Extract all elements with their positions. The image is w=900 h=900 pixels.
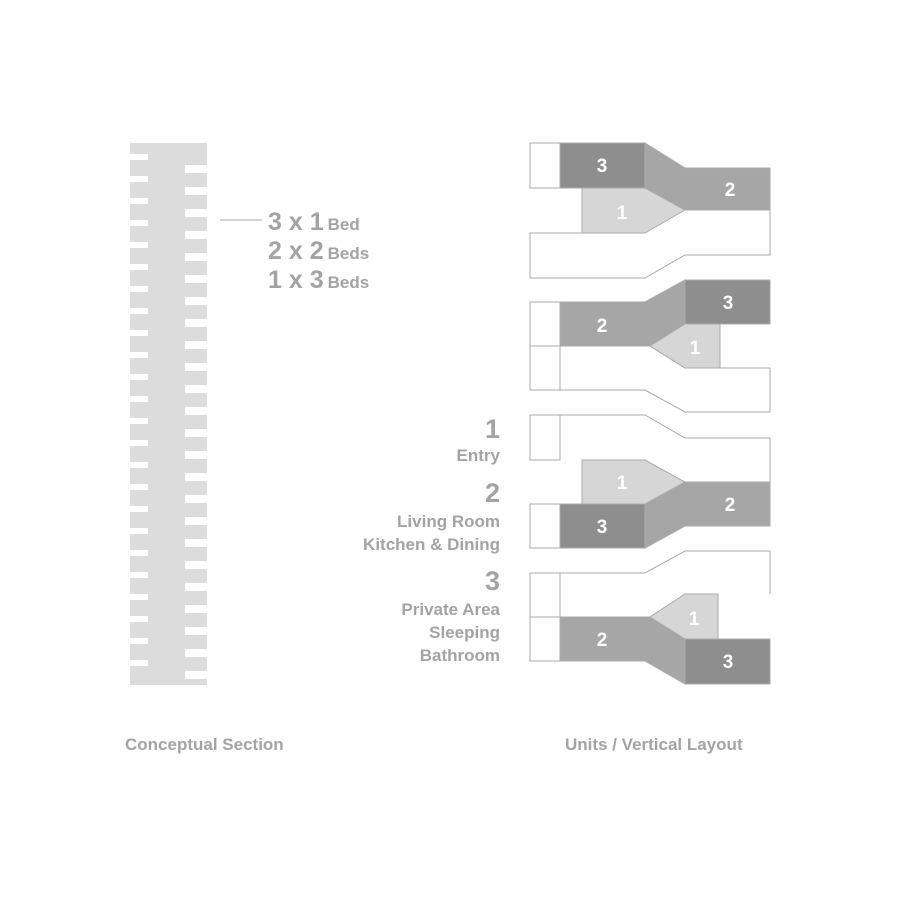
legend-1-number: 1 bbox=[484, 414, 500, 444]
bed-type-2-unit: Beds bbox=[327, 244, 370, 263]
unit-a-label-3: 3 bbox=[596, 156, 608, 177]
unit-c-label-2: 2 bbox=[724, 495, 736, 516]
unit-d-label-3: 3 bbox=[722, 652, 734, 673]
legend-3-number: 3 bbox=[484, 566, 500, 596]
unit-c-label-3: 3 bbox=[596, 517, 608, 538]
unit-c-label-1: 1 bbox=[616, 473, 628, 494]
unit-d-label-2: 2 bbox=[596, 630, 608, 651]
unit-c bbox=[530, 415, 770, 548]
bed-type-2-count: 2 x 2 bbox=[268, 237, 324, 265]
bed-type-1-unit: Bed bbox=[327, 215, 360, 234]
unit-b-label-1: 1 bbox=[689, 338, 701, 359]
legend-2-number: 2 bbox=[484, 478, 500, 508]
unit-b-label-3: 3 bbox=[722, 293, 734, 314]
legend-3-line-3: Bathroom bbox=[419, 646, 500, 665]
unit-d bbox=[530, 551, 770, 684]
legend-2-line-1: Living Room bbox=[397, 512, 500, 531]
legend-3-line-1: Private Area bbox=[401, 600, 500, 619]
unit-a-label-1: 1 bbox=[616, 203, 628, 224]
legend-3-line-2: Sleeping bbox=[429, 623, 500, 642]
caption-conceptual-section: Conceptual Section bbox=[125, 735, 284, 754]
unit-b-label-2: 2 bbox=[596, 316, 608, 337]
bed-type-3-unit: Beds bbox=[327, 273, 370, 292]
bed-type-1-count: 3 x 1 bbox=[268, 208, 324, 236]
legend-1-entry: Entry bbox=[456, 446, 500, 465]
bed-type-3-count: 1 x 3 bbox=[268, 266, 324, 294]
unit-a bbox=[530, 143, 770, 278]
unit-d-label-1: 1 bbox=[688, 609, 700, 630]
unit-a-label-2: 2 bbox=[724, 180, 736, 201]
caption-units-vertical-layout: Units / Vertical Layout bbox=[565, 735, 743, 754]
unit-b bbox=[530, 280, 770, 412]
legend-2-line-2: Kitchen & Dining bbox=[363, 535, 500, 554]
